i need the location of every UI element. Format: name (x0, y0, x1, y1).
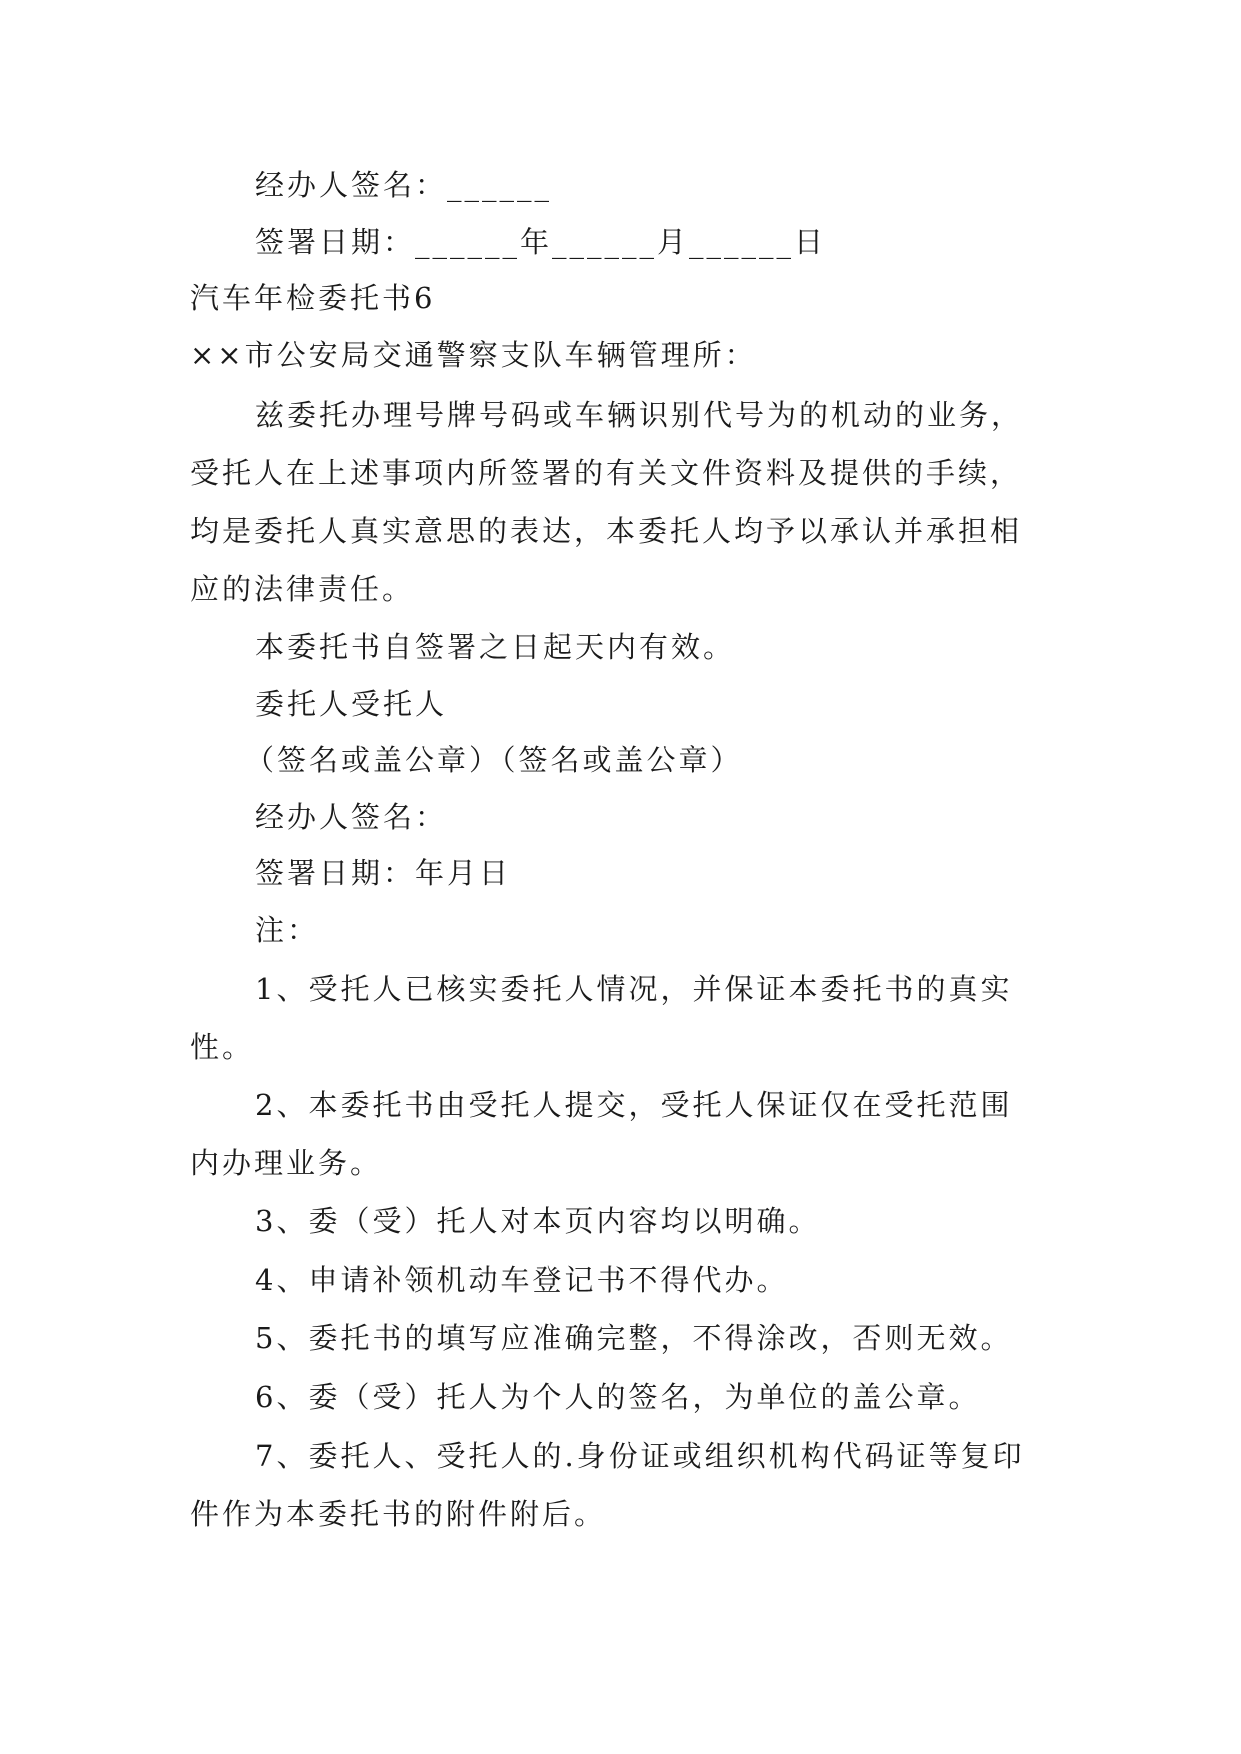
note-item: 性。 (190, 1030, 255, 1064)
signer-line-top: 经办人签名：______ (255, 168, 553, 202)
document-title: 汽车年检委托书6 (190, 281, 436, 315)
note-item: 3、委（受）托人对本页内容均以明确。 (255, 1204, 821, 1238)
paragraph-line: 兹委托办理号牌号码或车辆识别代号为的机动的业务， (255, 398, 1024, 432)
addressee: ××市公安局交通警察支队车辆管理所： (190, 338, 757, 372)
note-item: 4、申请补领机动车登记书不得代办。 (255, 1263, 789, 1297)
paragraph-line: 受托人在上述事项内所签署的有关文件资料及提供的手续， (190, 456, 1023, 490)
note-item: 内办理业务。 (190, 1146, 383, 1180)
seal-labels: （签名或盖公章）（签名或盖公章） (245, 743, 743, 777)
note-item: 5、委托书的填写应准确完整，不得涂改，否则无效。 (255, 1321, 1013, 1355)
validity-text: 本委托书自签署之日起天内有效。 (255, 630, 736, 664)
date-line-top: 签署日期：______年______月______日 (255, 225, 827, 259)
paragraph-line: 均是委托人真实意思的表达，本委托人均予以承认并承担相 (190, 514, 1023, 548)
signer-label: 经办人签名： (255, 800, 448, 834)
note-item: 1、受托人已核实委托人情况，并保证本委托书的真实 (255, 972, 1013, 1006)
parties-label: 委托人受托人 (255, 687, 448, 721)
note-item: 2、本委托书由受托人提交，受托人保证仅在受托范围 (255, 1088, 1013, 1122)
note-item: 件作为本委托书的附件附后。 (190, 1497, 607, 1531)
paragraph-line: 应的法律责任。 (190, 572, 415, 606)
date-label: 签署日期：年月日 (255, 856, 512, 890)
note-label: 注： (255, 913, 320, 947)
note-item: 6、委（受）托人为个人的签名，为单位的盖公章。 (255, 1380, 981, 1414)
note-item: 7、委托人、受托人的.身份证或组织机构代码证等复印 (255, 1439, 1025, 1473)
